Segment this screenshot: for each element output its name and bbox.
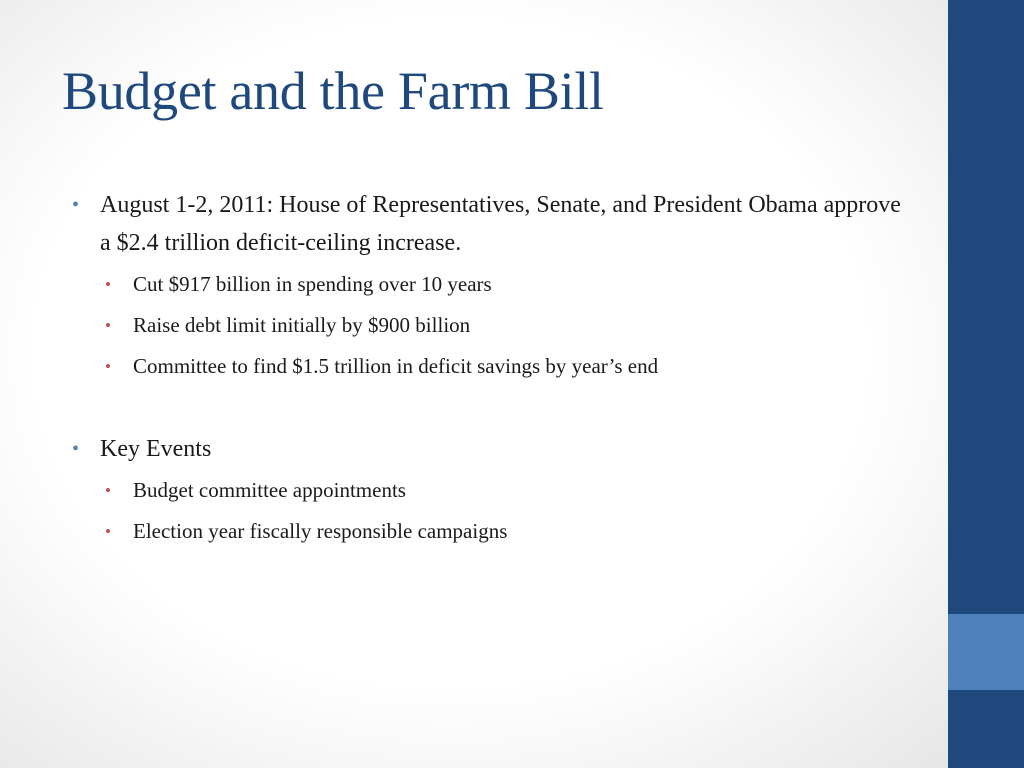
sub-bullet-item <box>105 470 912 511</box>
sub-bullet-item <box>105 511 912 552</box>
sub-bullet-icon: • <box>105 522 111 541</box>
bullet-text: Key Events <box>100 436 212 462</box>
sub-bullet-icon: • <box>105 481 111 500</box>
bullet-item <box>72 186 912 262</box>
sub-bullet-icon: • <box>105 316 111 335</box>
sub-bullet-icon: • <box>105 357 111 376</box>
spacer <box>72 387 912 430</box>
sub-bullet-text: Election year fiscally responsible campaigns <box>133 519 508 543</box>
side-accent-block <box>948 614 1024 690</box>
sub-bullet-text: Committee to find $1.5 trillion in deficit savings by year’s end <box>133 354 659 378</box>
sub-bullet-text: Cut $917 billion in spending over 10 years <box>133 272 492 296</box>
sub-bullet-item <box>105 346 912 387</box>
sub-bullet-item <box>105 264 912 305</box>
bullet-icon: • <box>72 438 80 460</box>
sub-bullet-icon: • <box>105 275 111 294</box>
sub-bullet-text: Raise debt limit initially by $900 billion <box>133 313 471 337</box>
bullet-icon: • <box>72 194 80 216</box>
sub-bullet-text: Budget committee appointments <box>133 478 406 502</box>
bullet-list <box>72 186 912 552</box>
sub-bullet-item <box>105 305 912 346</box>
bullet-text: August 1-2, 2011: House of Representatives, Senate, and President Obama approve a $2.4 trillion deficit-ceiling increase. <box>100 192 901 256</box>
bullet-item <box>72 430 912 468</box>
slide-title: Budget and the Farm Bill <box>62 61 604 121</box>
